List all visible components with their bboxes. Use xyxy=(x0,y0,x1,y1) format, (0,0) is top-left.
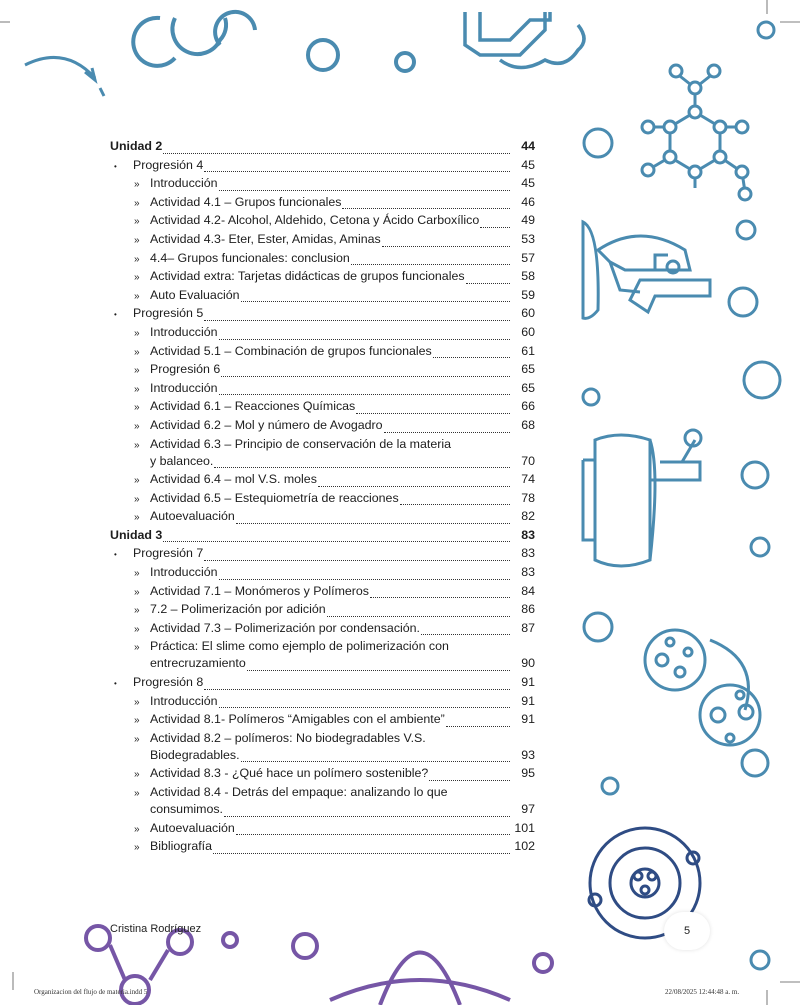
toc-entry-title: Actividad 6.4 – mol V.S. moles xyxy=(150,472,317,487)
toc-entry-title: Unidad 3 xyxy=(110,527,163,542)
toc-page-number: 65 xyxy=(521,362,535,377)
chevron-marker: » xyxy=(134,769,140,781)
toc-entry[interactable] xyxy=(110,399,535,418)
toc-page-number: 83 xyxy=(521,565,535,580)
toc-entry-title-continued: consumimos. xyxy=(150,802,223,816)
toc-entry[interactable] xyxy=(110,639,535,675)
toc-page-number: 59 xyxy=(521,287,535,302)
chevron-marker: » xyxy=(134,475,140,487)
toc-entry[interactable] xyxy=(110,195,535,214)
toc-entry[interactable] xyxy=(110,344,535,363)
toc-entry-title: Unidad 2 xyxy=(110,139,163,153)
toc-page-number: 93 xyxy=(521,747,535,762)
toc-page-number: 97 xyxy=(521,802,535,816)
toc-entry[interactable] xyxy=(110,565,535,584)
toc-entry-title: Introducción xyxy=(150,380,218,395)
bullet-marker: • xyxy=(114,310,117,320)
toc-entry[interactable] xyxy=(110,766,535,785)
chevron-marker: » xyxy=(134,197,140,209)
dot-leader xyxy=(204,320,510,321)
chevron-marker: » xyxy=(134,290,140,302)
toc-entry-title: Introducción xyxy=(150,693,218,708)
toc-entry-title: Actividad 8.2 – polímeros: No biodegradables V.S. xyxy=(150,730,426,745)
toc-entry-title: Auto Evaluación xyxy=(150,287,240,302)
toc-entry-title: Actividad 6.5 – Estequiometría de reacciones xyxy=(150,490,399,505)
dot-leader xyxy=(204,689,510,690)
dot-leader xyxy=(236,834,510,835)
toc-page-number: 60 xyxy=(521,306,535,321)
dot-leader xyxy=(221,376,510,377)
chevron-marker: » xyxy=(134,420,140,432)
dot-leader xyxy=(163,541,510,542)
toc-entry-title: Actividad 4.2- Alcohol, Aldehido, Cetona y Ácido Carboxílico xyxy=(150,213,480,228)
toc-entry-title: Actividad 6.1 – Reacciones Químicas xyxy=(150,399,356,414)
page-number: 5 xyxy=(664,912,710,950)
dot-leader xyxy=(318,486,510,487)
dot-leader xyxy=(433,357,510,358)
toc-entry[interactable] xyxy=(110,437,535,473)
toc-entry-title: Bibliografía xyxy=(150,839,212,854)
chevron-marker: » xyxy=(134,623,140,635)
toc-entry-title: Actividad 7.1 – Monómeros y Polímeros xyxy=(150,583,369,598)
author-name: Cristina Rodríguez xyxy=(110,923,202,935)
chevron-marker: » xyxy=(134,272,140,284)
toc-entry-title: Actividad 5.1 – Combinación de grupos funcionales xyxy=(150,343,432,358)
toc-page-number: 45 xyxy=(521,176,535,191)
dot-leader xyxy=(241,761,510,762)
toc-entry[interactable] xyxy=(110,176,535,195)
toc-page-number: 61 xyxy=(521,343,535,358)
toc-page-number: 65 xyxy=(521,380,535,395)
toc-entry[interactable] xyxy=(110,675,535,694)
toc-entry[interactable] xyxy=(110,232,535,251)
toc-entry-title-continued: entrecruzamiento xyxy=(150,656,246,671)
dot-leader xyxy=(241,301,510,302)
toc-page-number: 91 xyxy=(521,712,535,727)
chevron-marker: » xyxy=(134,586,140,598)
toc-page-number: 49 xyxy=(521,213,535,228)
molecule-icon xyxy=(642,22,774,200)
toc-entry-title: Actividad 8.3 - ¿Qué hace un polímero sostenible? xyxy=(150,766,429,781)
toc-entry-title: Actividad 6.3 – Principio de conservación de la materia xyxy=(150,436,451,451)
toc-entry-title-continued: y balanceo. xyxy=(150,453,214,468)
top-gear-device-icon xyxy=(465,12,584,68)
chevron-marker: » xyxy=(134,823,140,835)
dot-leader xyxy=(247,670,510,671)
toc-entry-title: Actividad extra: Tarjetas didácticas de grupos funcionales xyxy=(150,269,465,284)
toc-entry[interactable] xyxy=(110,509,535,528)
toc-entry-title: Práctica: El slime como ejemplo de polimerización con xyxy=(150,639,449,654)
toc-page-number: 101 xyxy=(514,820,535,835)
chevron-marker: » xyxy=(134,733,140,745)
toc-entry[interactable] xyxy=(110,491,535,510)
bullet-marker: • xyxy=(114,550,117,560)
dot-leader xyxy=(370,597,510,598)
toc-entry-title: 7.2 – Polimerización por adición xyxy=(150,602,326,617)
chevron-marker: » xyxy=(134,605,140,617)
microscope-icon xyxy=(583,222,710,318)
toc-entry-title: Actividad 8.4 - Detrás del empaque: analizando lo que xyxy=(150,785,448,799)
dot-leader xyxy=(356,413,510,414)
toc-entry[interactable] xyxy=(110,621,535,640)
top-bubbles-icon xyxy=(133,12,414,71)
chevron-marker: » xyxy=(134,402,140,414)
toc-page-number: 57 xyxy=(521,250,535,265)
chevron-marker: » xyxy=(134,439,140,451)
toc-page-number: 78 xyxy=(521,490,535,505)
toc-page-number: 70 xyxy=(521,453,535,468)
toc-entry[interactable] xyxy=(110,731,535,767)
toc-entry-title: Actividad 4.3- Eter, Ester, Amidas, Aminas xyxy=(150,231,381,246)
chevron-marker: » xyxy=(134,253,140,265)
chevron-marker: » xyxy=(134,216,140,228)
table-of-contents xyxy=(110,139,535,858)
bottom-atom-icon xyxy=(330,953,552,1005)
dot-leader xyxy=(214,467,510,468)
toc-page-number: 83 xyxy=(521,527,535,542)
toc-page-number: 91 xyxy=(521,693,535,708)
chevron-marker: » xyxy=(134,788,140,799)
toc-page-number: 53 xyxy=(521,231,535,246)
right-bubbles-icon xyxy=(583,129,780,969)
toc-entry-title: Actividad 7.3 – Polimerización por condensación. xyxy=(150,620,420,635)
petri-dish-icon xyxy=(645,630,760,745)
toc-page-number: 102 xyxy=(514,839,535,854)
dot-leader xyxy=(429,780,510,781)
toc-entry[interactable] xyxy=(110,306,535,325)
toc-page-number: 74 xyxy=(521,472,535,487)
dot-leader xyxy=(204,171,510,172)
dot-leader xyxy=(466,283,510,284)
toc-entry[interactable] xyxy=(110,602,535,621)
toc-page-number: 87 xyxy=(521,620,535,635)
dot-leader xyxy=(400,504,510,505)
toc-entry-title: Introducción xyxy=(150,565,218,580)
toc-page-number: 86 xyxy=(521,602,535,617)
dot-leader xyxy=(342,208,510,209)
toc-entry-title: Introducción xyxy=(150,176,218,191)
chevron-marker: » xyxy=(134,365,140,377)
toc-entry[interactable] xyxy=(110,418,535,437)
chevron-marker: » xyxy=(134,493,140,505)
toc-page-number: 95 xyxy=(521,766,535,781)
toc-entry-title: Progresión 8 xyxy=(133,675,204,690)
dot-leader xyxy=(219,339,510,340)
dot-leader xyxy=(219,190,510,191)
toc-entry-title: Autoevaluación xyxy=(150,820,235,835)
toc-page-number: 90 xyxy=(521,656,535,671)
chevron-marker: » xyxy=(134,234,140,246)
toc-page-number: 91 xyxy=(521,675,535,690)
toc-entry[interactable] xyxy=(110,694,535,713)
chevron-marker: » xyxy=(134,512,140,524)
top-arrow-icon xyxy=(25,57,104,96)
toc-entry[interactable] xyxy=(110,584,535,603)
toc-page-number: 45 xyxy=(521,157,535,172)
toc-entry[interactable] xyxy=(110,251,535,270)
toc-entry-title: Actividad 6.2 – Mol y número de Avogadro xyxy=(150,417,383,432)
toc-page-number: 44 xyxy=(521,139,535,153)
toc-page-number: 60 xyxy=(521,324,535,339)
toc-entry[interactable] xyxy=(110,213,535,232)
chevron-marker: » xyxy=(134,383,140,395)
toc-page-number: 68 xyxy=(521,417,535,432)
dot-leader xyxy=(204,560,510,561)
toc-entry[interactable] xyxy=(110,712,535,731)
toc-entry[interactable] xyxy=(110,528,535,547)
print-slug-timestamp: 22/08/2025 12:44:48 a. m. xyxy=(665,988,740,996)
dot-leader xyxy=(219,579,510,580)
toc-entry-title: Autoevaluación xyxy=(150,509,235,524)
toc-entry[interactable] xyxy=(110,785,535,821)
toc-entry[interactable] xyxy=(110,381,535,400)
toc-entry[interactable] xyxy=(110,839,535,858)
chevron-marker: » xyxy=(134,346,140,358)
toc-page-number: 83 xyxy=(521,546,535,561)
toc-entry-title: Actividad 8.1- Polímeros “Amigables con el ambiente” xyxy=(150,712,445,727)
bullet-marker: • xyxy=(114,161,117,171)
chevron-marker: » xyxy=(134,715,140,727)
dot-leader xyxy=(480,227,510,228)
toc-entry[interactable] xyxy=(110,288,535,307)
chevron-marker: » xyxy=(134,642,140,654)
chevron-marker: » xyxy=(134,179,140,191)
toc-page-number: 46 xyxy=(521,194,535,209)
toc-page-number: 82 xyxy=(521,509,535,524)
toc-entry[interactable] xyxy=(110,325,535,344)
dot-leader xyxy=(351,264,510,265)
dot-leader xyxy=(446,726,510,727)
toc-entry-title-continued: Biodegradables. xyxy=(150,747,240,762)
bullet-marker: • xyxy=(114,679,117,689)
toc-entry-title: Progresión 4 xyxy=(133,157,204,172)
toc-entry-title: Introducción xyxy=(150,324,218,339)
dot-leader xyxy=(163,153,510,154)
dot-leader xyxy=(219,707,510,708)
toc-entry[interactable] xyxy=(110,472,535,491)
dot-leader xyxy=(327,616,510,617)
dot-leader xyxy=(219,394,510,395)
toc-entry[interactable] xyxy=(110,158,535,177)
dot-leader xyxy=(384,432,510,433)
dot-leader xyxy=(224,816,510,817)
dot-leader xyxy=(236,523,510,524)
toc-entry[interactable] xyxy=(110,139,535,158)
toc-entry-title: Progresión 6 xyxy=(150,362,221,377)
dot-leader xyxy=(213,853,510,854)
chevron-marker: » xyxy=(134,696,140,708)
dot-leader xyxy=(382,246,510,247)
toc-entry[interactable] xyxy=(110,546,535,565)
toc-entry-title: 4.4– Grupos funcionales: conclusion xyxy=(150,250,350,265)
toc-page-number: 66 xyxy=(521,399,535,414)
chevron-marker: » xyxy=(134,568,140,580)
chevron-marker: » xyxy=(134,842,140,854)
toc-entry-title: Actividad 4.1 – Grupos funcionales xyxy=(150,194,342,209)
toc-entry[interactable] xyxy=(110,269,535,288)
toc-entry[interactable] xyxy=(110,821,535,840)
chevron-marker: » xyxy=(134,327,140,339)
toc-page-number: 84 xyxy=(521,583,535,598)
toc-entry[interactable] xyxy=(110,362,535,381)
dot-leader xyxy=(421,634,510,635)
print-slug-file: Organizacion del flujo de materia.indd 5 xyxy=(34,988,148,996)
toc-entry-title: Progresión 7 xyxy=(133,546,204,561)
toc-page-number: 58 xyxy=(521,269,535,284)
toc-entry-title: Progresión 5 xyxy=(133,306,204,321)
lab-vessel-icon xyxy=(583,430,701,566)
